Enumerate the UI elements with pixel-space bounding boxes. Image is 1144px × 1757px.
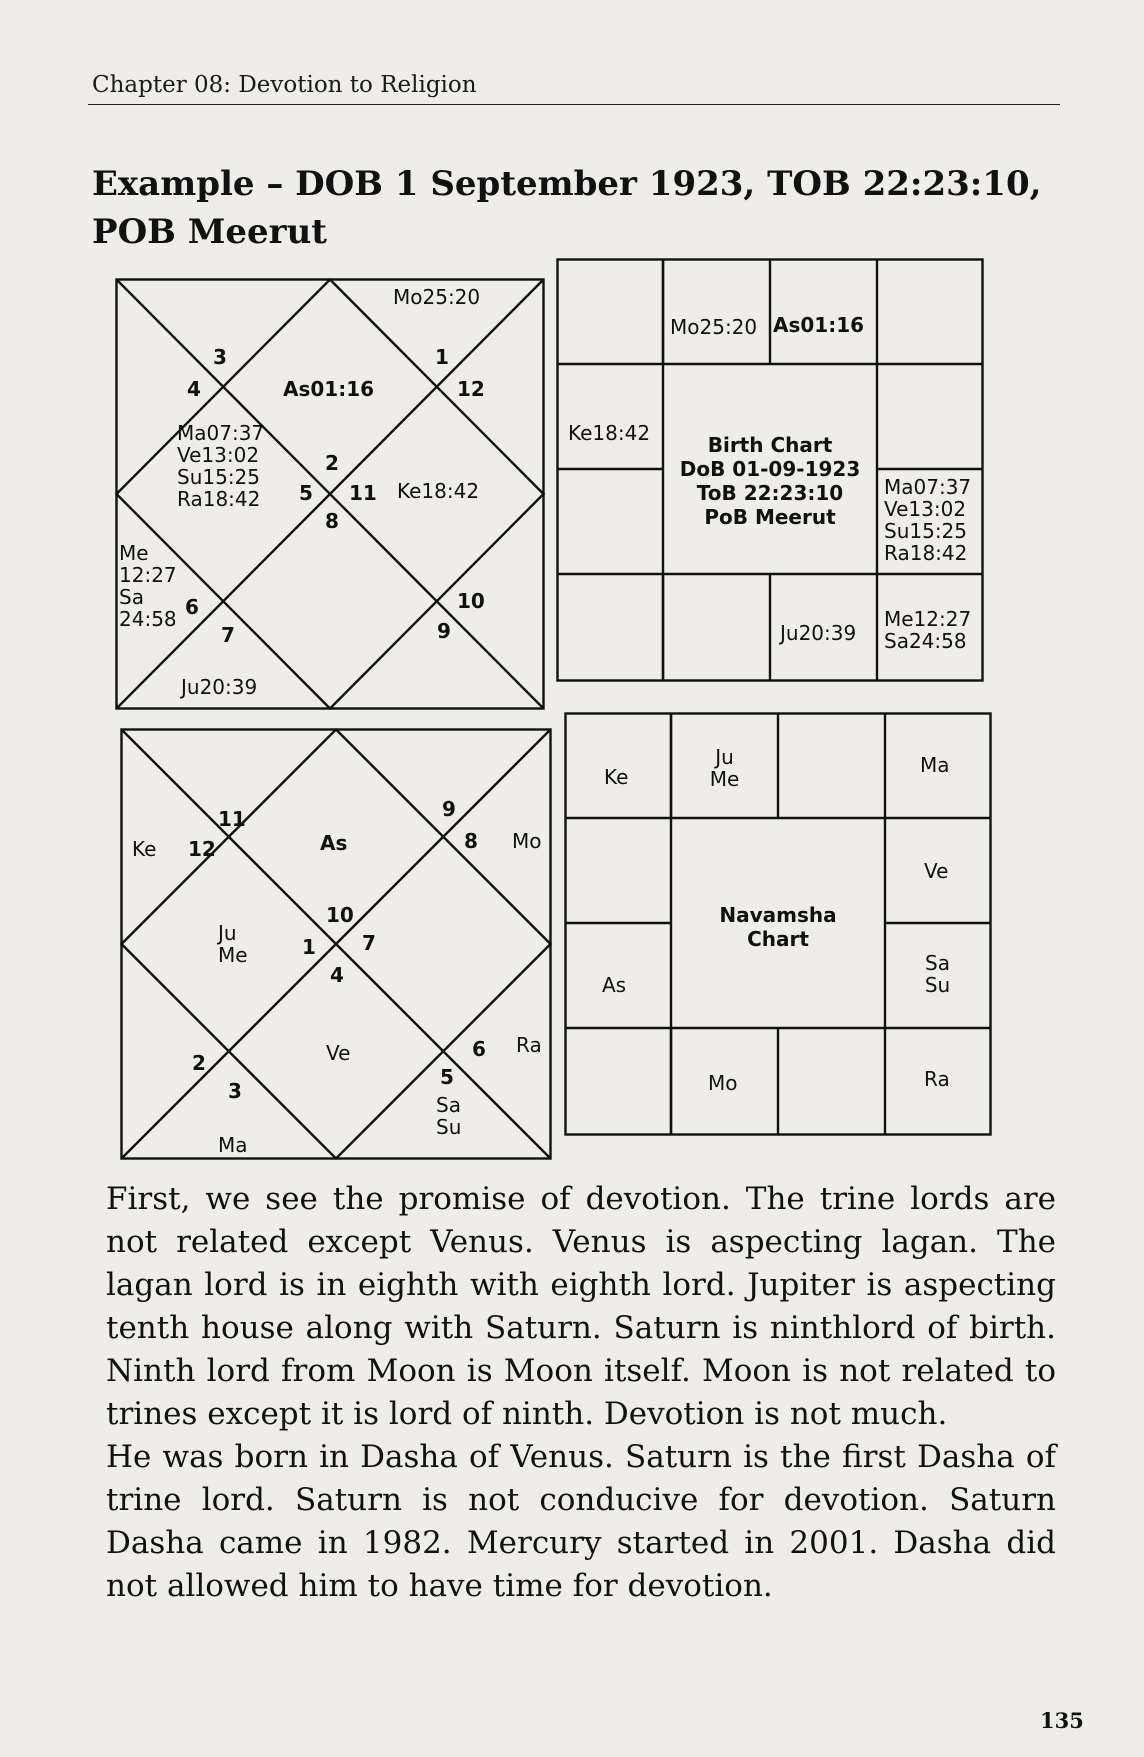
nn-planets-h10: Ra	[516, 1033, 542, 1057]
bs-cell-scorpio: Ju20:39	[780, 621, 857, 645]
bn-planets-h6: Me 12:27 Sa 24:58	[119, 541, 177, 631]
nn-planets-h1: As	[320, 831, 348, 855]
bs-cell-leo: Ma07:37 Ve13:02 Su15:25 Ra18:42	[884, 475, 972, 565]
nn-house-11: 11	[218, 807, 246, 831]
nn-house-10: 10	[326, 903, 354, 927]
ns-center-line-2: Chart	[747, 927, 809, 951]
bs-center-line-1: Birth Chart	[707, 433, 833, 457]
bn-house-2: 2	[325, 451, 339, 475]
nn-house-7: 7	[362, 931, 376, 955]
page-number: 135	[1040, 1708, 1084, 1733]
ns-cell-taurus: Ju Me	[709, 745, 740, 791]
nn-planets-h7: Ve	[326, 1041, 351, 1065]
nn-planets-h4: Ju Me	[218, 921, 248, 967]
ns-cell-virgo: Sa Su	[924, 951, 951, 997]
nn-house-6: 6	[472, 1037, 486, 1061]
bs-cell-gemini: As01:16	[773, 313, 865, 337]
ns-cell-cancer: Ma	[920, 753, 950, 777]
ns-center-line-1: Navamsha	[719, 903, 837, 927]
bn-house-5: 5	[299, 481, 313, 505]
bn-house-1: 1	[435, 345, 449, 369]
nn-planets-h3: Ke	[132, 837, 157, 861]
bn-house-6: 6	[185, 595, 199, 619]
bn-house-10: 10	[457, 589, 485, 613]
bn-house-11: 11	[349, 481, 377, 505]
nn-house-3: 3	[228, 1079, 242, 1103]
paragraph-2: He was born in Dasha of Venus. Saturn is the first Dasha of trine lord. Saturn is not conducive for devotion. Saturn Dasha came in 1982. Mercury started in 2001. Dasha did not allowed him to have time for devotion.	[106, 1439, 1056, 1604]
heading-line-1: Example – DOB 1 September 1923, TOB 22:23:10,	[92, 164, 1042, 204]
navamsha-chart-south	[564, 712, 992, 1136]
bn-planets-h8: Ju20:39	[181, 675, 258, 699]
bn-house-12: 12	[457, 377, 485, 401]
ns-cell-libra: Ra	[924, 1067, 950, 1091]
birth-chart-south	[556, 258, 984, 682]
nn-house-12: 12	[188, 837, 216, 861]
nn-house-1: 1	[302, 935, 316, 959]
ns-cell-leo: Ve	[924, 859, 949, 883]
bn-house-4: 4	[187, 377, 201, 401]
bn-planets-h1: As01:16	[283, 377, 375, 401]
bs-center-line-3: ToB 22:23:10	[696, 481, 844, 505]
bs-cell-pisces: Ke18:42	[568, 421, 651, 445]
bn-planets-h2: Mo25:20	[393, 285, 481, 309]
bn-planets-h11: Ke18:42	[397, 479, 480, 503]
heading-line-2: POB Meerut	[92, 212, 327, 252]
navamsha-chart-north	[120, 728, 552, 1160]
nn-planets-h6: Ma	[218, 1133, 248, 1157]
birth-chart-north	[115, 278, 545, 710]
ns-cell-aries: Ke	[604, 765, 629, 789]
bs-cell-taurus: Mo25:20	[670, 315, 758, 339]
ns-cell-capricorn: As	[602, 973, 627, 997]
bn-house-8: 8	[325, 509, 339, 533]
bs-center-line-4: PoB Meerut	[704, 505, 836, 529]
nn-house-9: 9	[442, 797, 456, 821]
nn-planets-h8: Sa Su	[436, 1093, 462, 1139]
nn-planets-h2: Mo	[512, 829, 542, 853]
navamsha-chart-north-grid	[120, 728, 552, 1160]
nn-house-2: 2	[192, 1051, 206, 1075]
bn-house-3: 3	[213, 345, 227, 369]
example-heading	[92, 160, 1072, 256]
bn-house-7: 7	[221, 623, 235, 647]
nn-house-8: 8	[464, 829, 478, 853]
bn-house-9: 9	[437, 619, 451, 643]
nn-house-5: 5	[440, 1065, 454, 1089]
chapter-header: Chapter 08: Devotion to Religion	[92, 72, 477, 98]
bn-planets-h5: Ma07:37 Ve13:02 Su15:25 Ra18:42	[177, 421, 265, 511]
nn-house-4: 4	[330, 963, 344, 987]
bs-center-line-2: DoB 01-09-1923	[679, 457, 861, 481]
ns-cell-scorpio: Mo	[708, 1071, 738, 1095]
header-rule	[88, 104, 1060, 105]
body-text	[106, 1178, 1056, 1608]
paragraph-1: First, we see the promise of devotion. The trine lords are not related except Venus. Venus is aspecting lagan. The lagan lord is in eighth with eighth lord. Jupiter is aspecting tenth house along with Saturn. Saturn is ninthlord of birth. Ninth lord from Moon is Moon itself. Moon is not related to trines except it is lord of ninth. Devotion is not much.	[106, 1181, 1056, 1432]
bs-cell-virgo: Me12:27 Sa24:58	[884, 607, 972, 653]
